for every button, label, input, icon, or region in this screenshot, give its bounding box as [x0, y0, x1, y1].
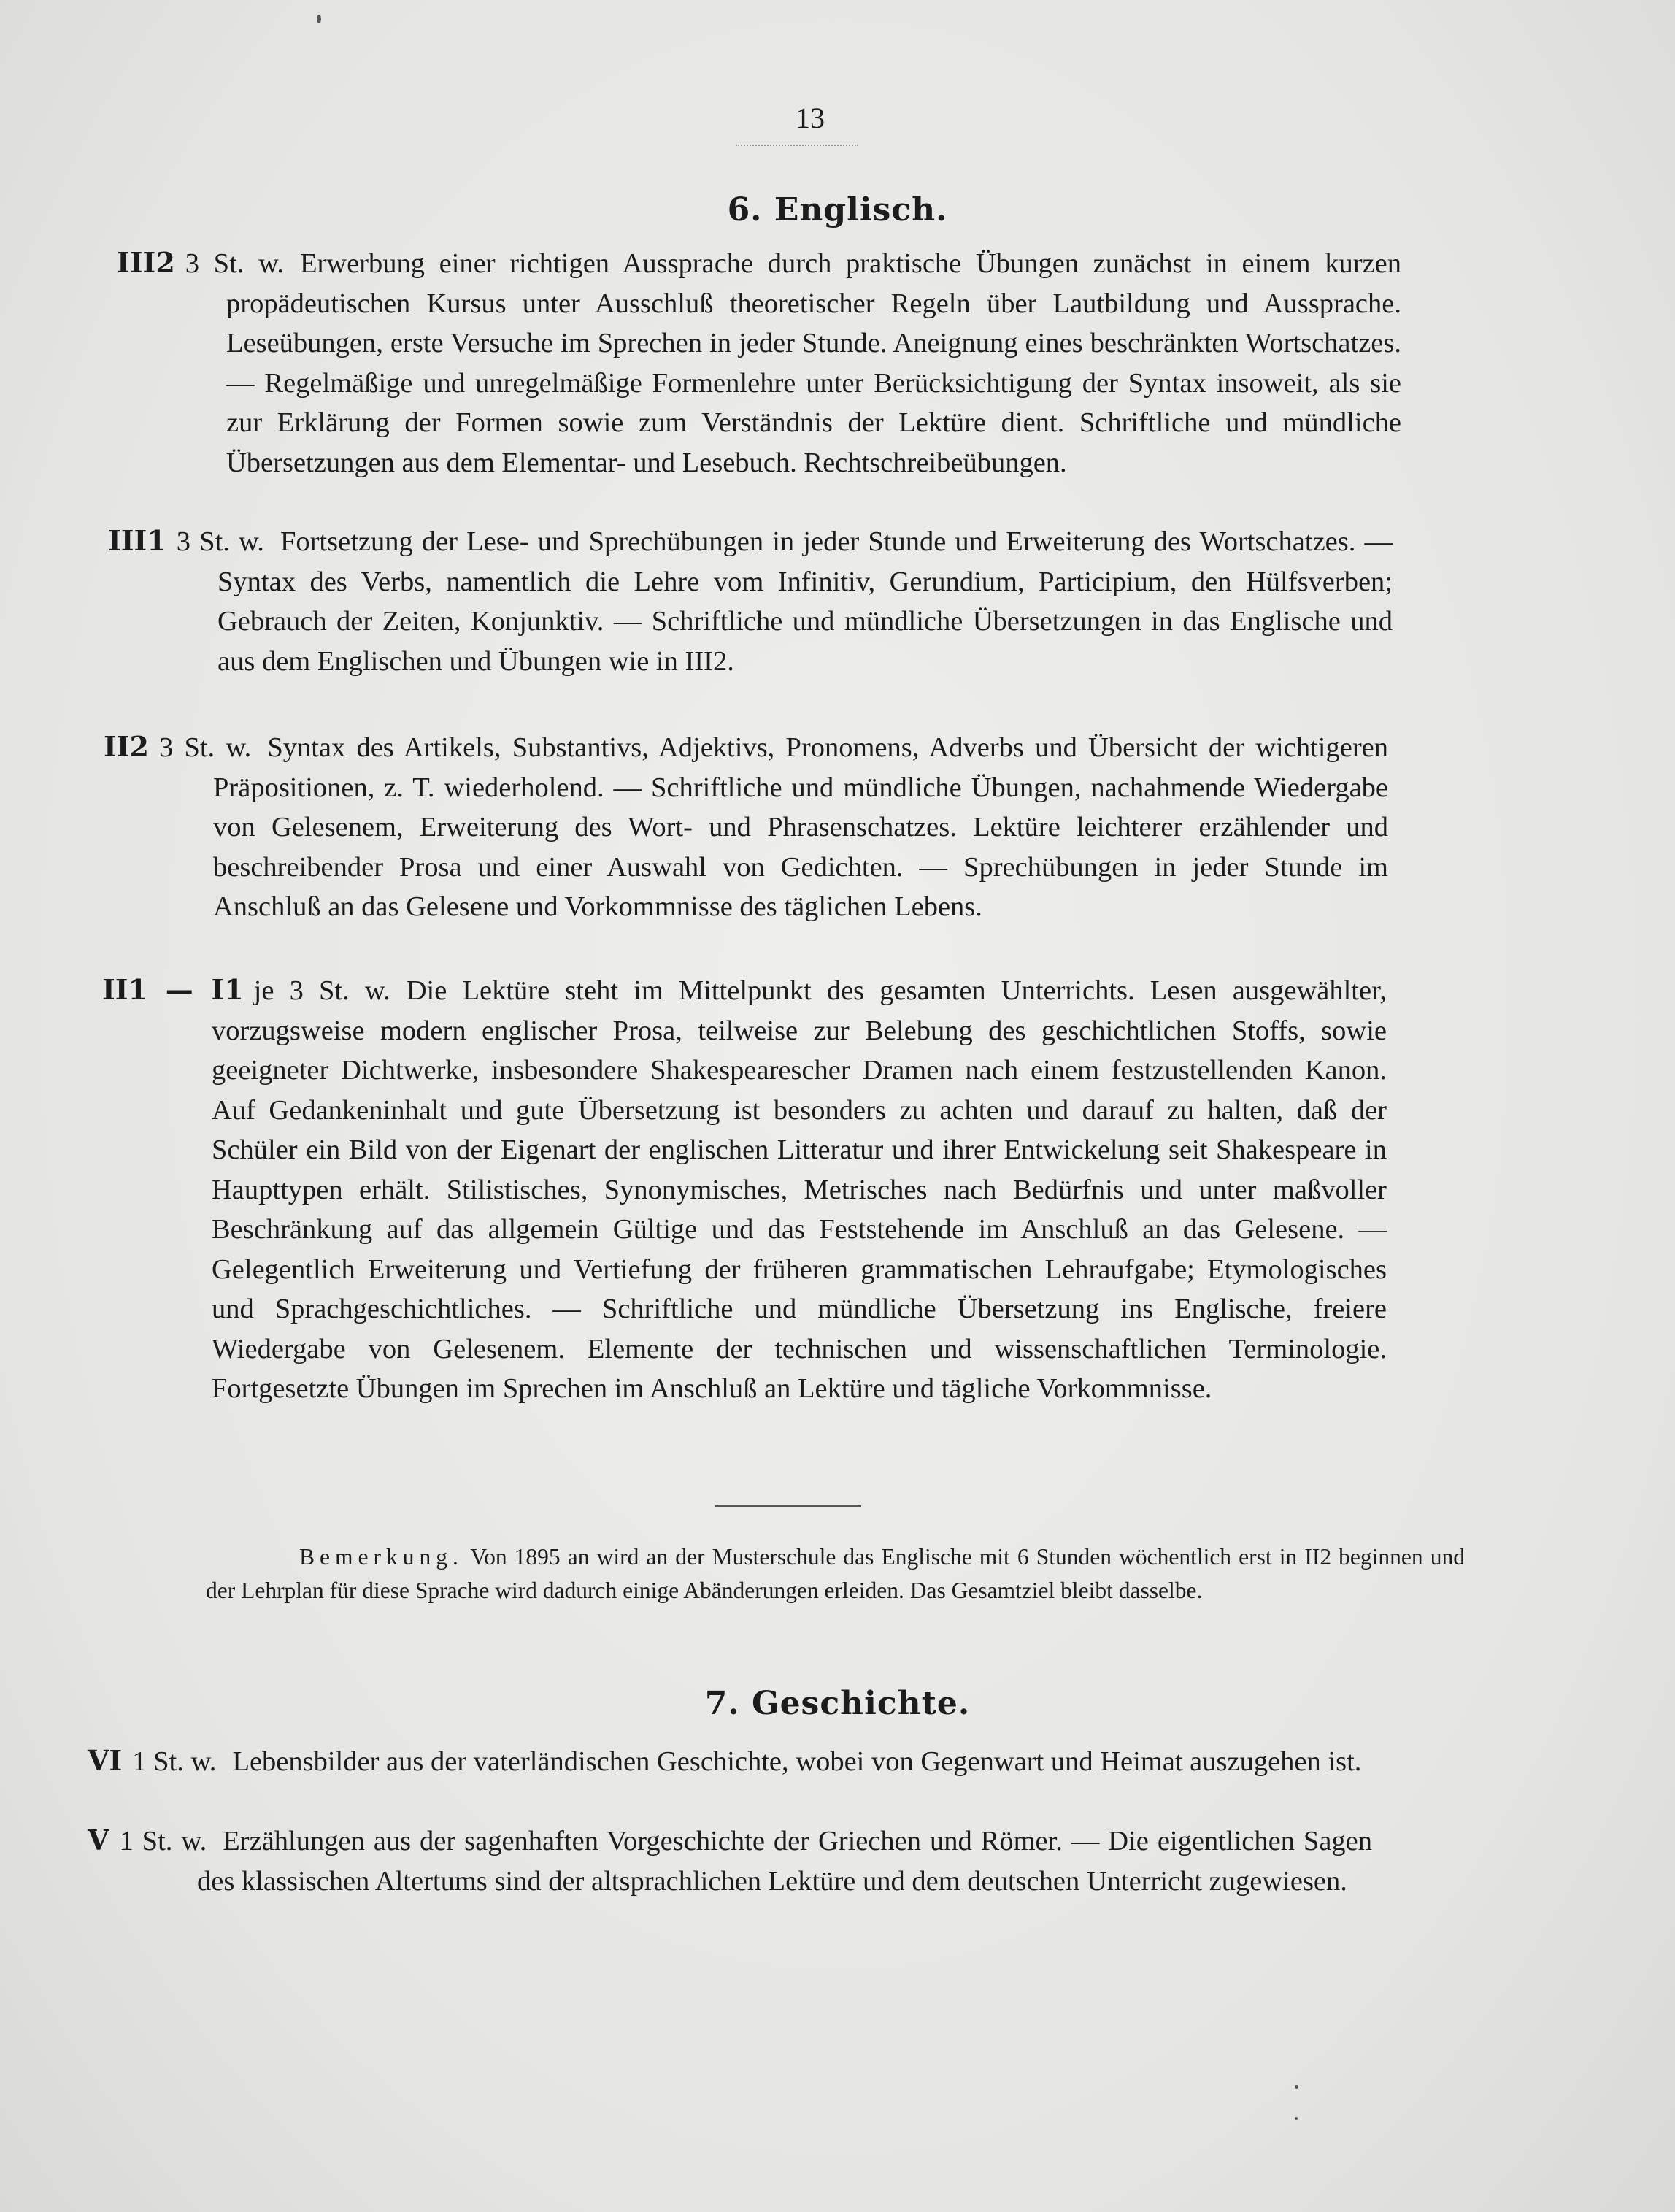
- remark-text: Von 1895 an wird an der Musterschule das Englische mit 6 Stunden wöchentlich erst in II2 beginnen und der Lehrplan für diese Sprache wird dadurch einige Abänderungen erleiden. Das Gesamtziel bleibt dasselbe.: [206, 1544, 1465, 1603]
- class-label: V: [88, 1824, 109, 1856]
- page-number-rule: [736, 145, 858, 146]
- entry-englisch-iii2: [117, 243, 1401, 483]
- section-heading-geschichte: 7. Geschichte.: [704, 1685, 971, 1722]
- class-label: VI: [88, 1744, 123, 1777]
- class-label: III2: [117, 246, 175, 279]
- remark-note: [206, 1540, 1465, 1608]
- entry-geschichte-v: [88, 1821, 1372, 1901]
- hours: je 3 St. w.: [253, 975, 390, 1006]
- class-label: II1 — I1: [102, 973, 244, 1006]
- entry-englisch-ii1-i1: [102, 970, 1387, 1409]
- entry-englisch-ii2: [104, 727, 1388, 927]
- class-label: II2: [104, 730, 149, 763]
- section-heading-englisch: 6. Englisch.: [727, 191, 948, 229]
- entry-text: Lebensbilder aus der vaterländischen Geschichte, wobei von Gegenwart und Heimat auszugehen ist.: [232, 1746, 1362, 1777]
- entry-geschichte-vi: [88, 1741, 1372, 1782]
- scan-speck: [317, 15, 321, 23]
- entry-text: Syntax des Artikels, Substantivs, Adjektivs, Pronomens, Adverbs und Übersicht der wichtigeren Präpositionen, z. T. wiederholend. — Schriftliche und mündliche Übungen, nachahmende Wiedergabe von Gelesenem, Erweiterung des Wort- und Phrasenschatzes. Lektüre leichterer erzählender und beschreibender Prosa und einer Auswahl von Gedichten. — Sprechübungen in jeder Stunde im Anschluß an das Gelesene und Vorkommnisse des täglichen Lebens.: [213, 732, 1388, 922]
- hours: 1 St. w.: [132, 1746, 217, 1777]
- hours: 3 St. w.: [185, 248, 284, 279]
- entry-text: Erzählungen aus der sagenhaften Vorgeschichte der Griechen und Römer. — Die eigentlichen Sagen des klassischen Altertums sind der altsprachlichen Lektüre und dem deutschen Unterricht zugewiesen.: [197, 1826, 1372, 1897]
- page-number: 13: [796, 101, 825, 134]
- hours: 3 St. w.: [159, 732, 252, 763]
- class-label: III1: [108, 524, 166, 557]
- section-divider: [715, 1505, 861, 1507]
- entry-text: Fortsetzung der Lese- und Sprechübungen in jeder Stunde und Erweiterung des Wortschatzes. — Syntax des Verbs, namentlich die Lehre vom Infinitiv, Gerundium, Participium, den Hülfsverben; Gebrauch der Zeiten, Konjunktiv. — Schriftliche und mündliche Übersetzungen in das Englische und aus dem Englischen und Übungen wie in III2.: [217, 526, 1393, 677]
- entry-text: Erwerbung einer richtigen Aussprache durch praktische Übungen zunächst in einem kurzen propädeutischen Kursus unter Ausschluß theoretischer Regeln über Lautbildung und Aussprache. Leseübungen, erste Versuche im Sprechen in jeder Stunde. Aneignung eines beschränkten Wortschatzes. — Regelmäßige und unregelmäßige Formenlehre unter Berücksichtigung der Syntax insoweit, als sie zur Erklärung der Formen sowie zum Verständnis der Lektüre dient. Schriftliche und mündliche Übersetzungen aus dem Elementar- und Lesebuch. Rechtschreibeübungen.: [226, 248, 1401, 478]
- hours: 3 St. w.: [176, 526, 264, 557]
- entry-text: Die Lektüre steht im Mittelpunkt des gesamten Unterrichts. Lesen ausgewählter, vorzugsweise modern englischer Prosa, teilweise zur Belebung des geschichtlichen Stoffs, sowie geeigneter Dichtwerke, insbesondere Shakespearescher Dramen nach einem festzustellenden Kanon. Auf Gedankeninhalt und gute Übersetzung ist besonders zu achten und darauf zu halten, daß der Schüler ein Bild von der Eigenart der englischen Litteratur und ihrer Entwickelung seit Shakespeare in Haupttypen erhält. Stilistisches, Synonymisches, Metrisches nach Bedürfnis und unter maßvoller Beschränkung auf das allgemein Gültige und das Feststehende im Anschluß an das Gelesene. — Gelegentlich Erweiterung und Vertiefung der früheren grammatischen Lehraufgabe; Etymologisches und Sprachgeschichtliches. — Schriftliche und mündliche Übersetzung ins Englische, freiere Wiedergabe von Gelesenem. Elemente der technischen und wissenschaftlichen Terminologie. Fortgesetzte Übungen im Sprechen im Anschluß an Lektüre und tägliche Vorkommnisse.: [212, 975, 1387, 1404]
- entry-englisch-iii1: [108, 521, 1393, 681]
- remark-label: Bemerkung.: [299, 1544, 463, 1570]
- hours: 1 St. w.: [119, 1826, 207, 1856]
- scan-speck: [1295, 2085, 1298, 2089]
- scan-speck: [1295, 2117, 1298, 2120]
